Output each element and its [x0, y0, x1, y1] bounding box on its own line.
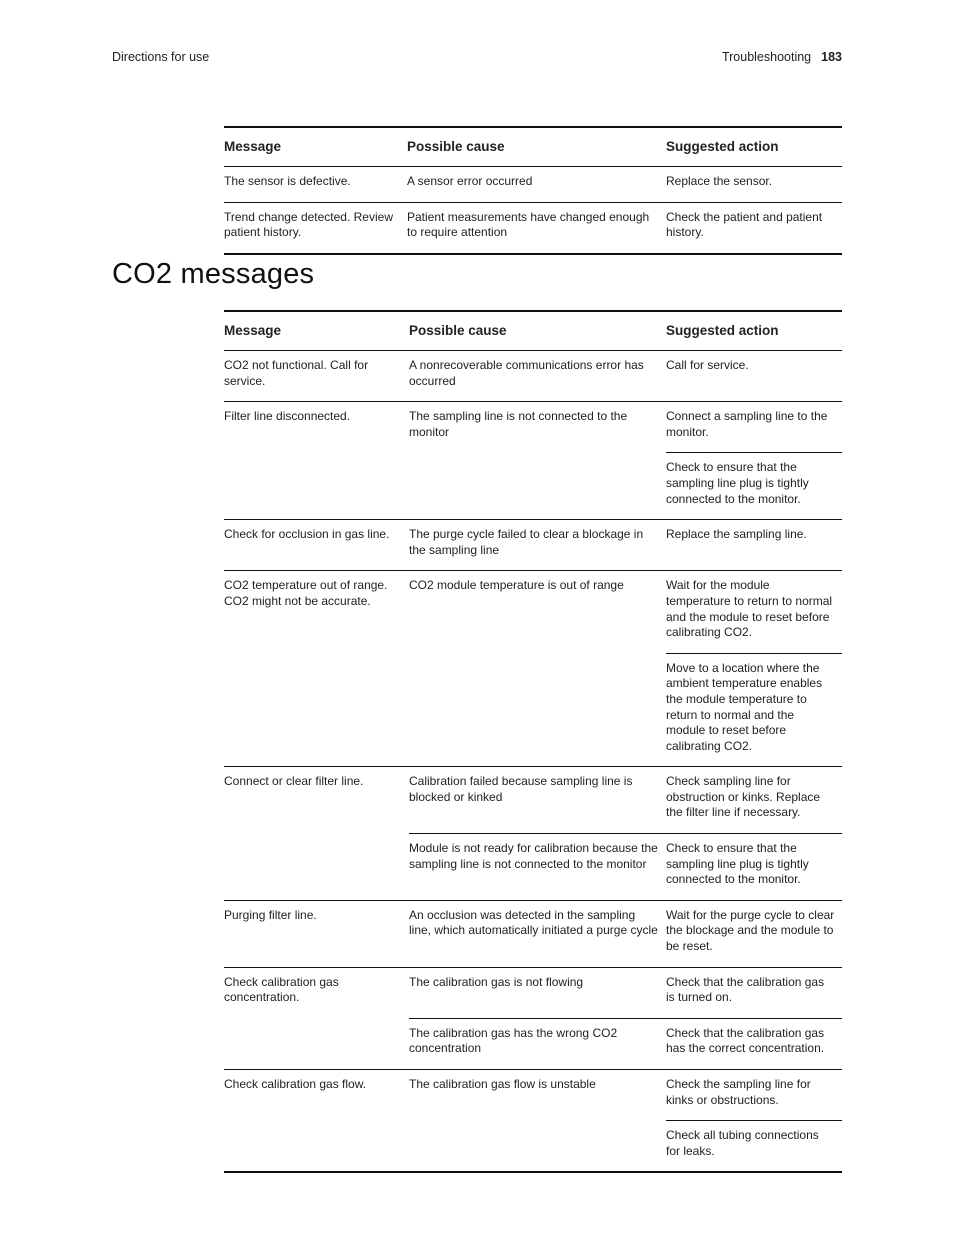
cause-cell: CO2 module temperature is out of range	[409, 571, 666, 767]
action-cell: Check sampling line for obstruction or kinks. Replace the filter line if necessary.	[666, 767, 842, 834]
table-row	[224, 967, 842, 1018]
action-cell: Move to a location where the ambient temperature enables the module temperature to return to normal and the module to reset before calibrating CO2.	[666, 653, 842, 767]
table-row	[224, 767, 842, 834]
table-row	[224, 900, 842, 967]
message-cell: The sensor is defective.	[224, 174, 351, 188]
message-cell: Check calibration gas concentration.	[224, 967, 409, 1069]
running-header-right	[722, 50, 842, 64]
action-cell: Connect a sampling line to the monitor.	[666, 402, 842, 453]
message-cell: Purging filter line.	[224, 900, 409, 967]
column-header-cause: Possible cause	[409, 323, 507, 339]
section-title: CO2 messages	[112, 258, 315, 290]
column-header-message: Message	[224, 323, 282, 339]
table-row	[224, 402, 842, 453]
action-cell: Check that the calibration gas is turned on.	[666, 967, 842, 1018]
column-header-message: Message	[224, 139, 282, 155]
message-cell: Filter line disconnected.	[224, 402, 409, 520]
cause-cell: The calibration gas flow is unstable	[409, 1070, 666, 1173]
sensor-messages-table	[224, 126, 842, 255]
cause-cell: Calibration failed because sampling line is blocked or kinked	[409, 767, 666, 834]
page-number: 183	[821, 50, 842, 64]
action-cell: Check to ensure that the sampling line plug is tightly connected to the monitor.	[666, 834, 842, 901]
table-bottom-rule	[224, 1172, 842, 1173]
action-cell: Check all tubing connections for leaks.	[666, 1121, 842, 1173]
column-header-action: Suggested action	[666, 323, 779, 339]
table-row	[224, 167, 842, 203]
action-cell: Replace the sensor.	[666, 174, 773, 188]
table-bottom-rule	[224, 254, 842, 255]
column-header-action: Suggested action	[666, 139, 779, 155]
cause-cell: A nonrecoverable communications error has occurred	[409, 358, 644, 388]
message-cell: Check calibration gas flow.	[224, 1070, 409, 1173]
column-header-cause: Possible cause	[407, 139, 505, 155]
table-row	[224, 571, 842, 653]
running-header-left: Directions for use	[112, 50, 210, 64]
message-cell: CO2 not functional. Call for service.	[224, 358, 369, 388]
table-row	[224, 520, 842, 571]
cause-cell: A sensor error occurred	[407, 174, 533, 188]
co2-messages-table	[224, 310, 842, 1173]
message-cell: Trend change detected. Review patient history.	[224, 202, 407, 254]
table-row	[224, 1070, 842, 1121]
cause-cell: The calibration gas is not flowing	[409, 967, 666, 1018]
table-header-row	[224, 311, 842, 351]
action-cell: Check the sampling line for kinks or obstructions.	[666, 1070, 842, 1121]
cause-cell: The calibration gas has the wrong CO2 concentration	[409, 1018, 666, 1069]
message-cell: Connect or clear filter line.	[224, 767, 409, 901]
cause-cell: The sampling line is not connected to the monitor	[409, 402, 666, 520]
cause-cell: An occlusion was detected in the sampling line, which automatically initiated a purge cycle	[409, 900, 666, 967]
table-header-row	[224, 127, 842, 167]
action-cell: Replace the sampling line.	[666, 520, 842, 571]
cause-cell: Patient measurements have changed enough to require attention	[407, 202, 666, 254]
action-cell: Check that the calibration gas has the correct concentration.	[666, 1018, 842, 1069]
cause-cell: The purge cycle failed to clear a blockage in the sampling line	[409, 520, 666, 571]
table-row	[224, 202, 842, 254]
table-row	[224, 351, 842, 402]
cause-cell: Module is not ready for calibration because the sampling line is not connected to the monitor	[409, 834, 666, 901]
header-section: Troubleshooting	[721, 50, 812, 64]
message-cell: CO2 temperature out of range. CO2 might not be accurate.	[224, 571, 409, 767]
message-cell: Check for occlusion in gas line.	[224, 520, 409, 571]
action-cell: Wait for the module temperature to return to normal and the module to reset before calibrating CO2.	[666, 571, 842, 653]
action-cell: Check the patient and patient history.	[666, 202, 842, 254]
action-cell: Check to ensure that the sampling line plug is tightly connected to the monitor.	[666, 453, 842, 520]
action-cell: Wait for the purge cycle to clear the blockage and the module to be reset.	[666, 900, 842, 967]
action-cell: Call for service.	[666, 358, 749, 372]
